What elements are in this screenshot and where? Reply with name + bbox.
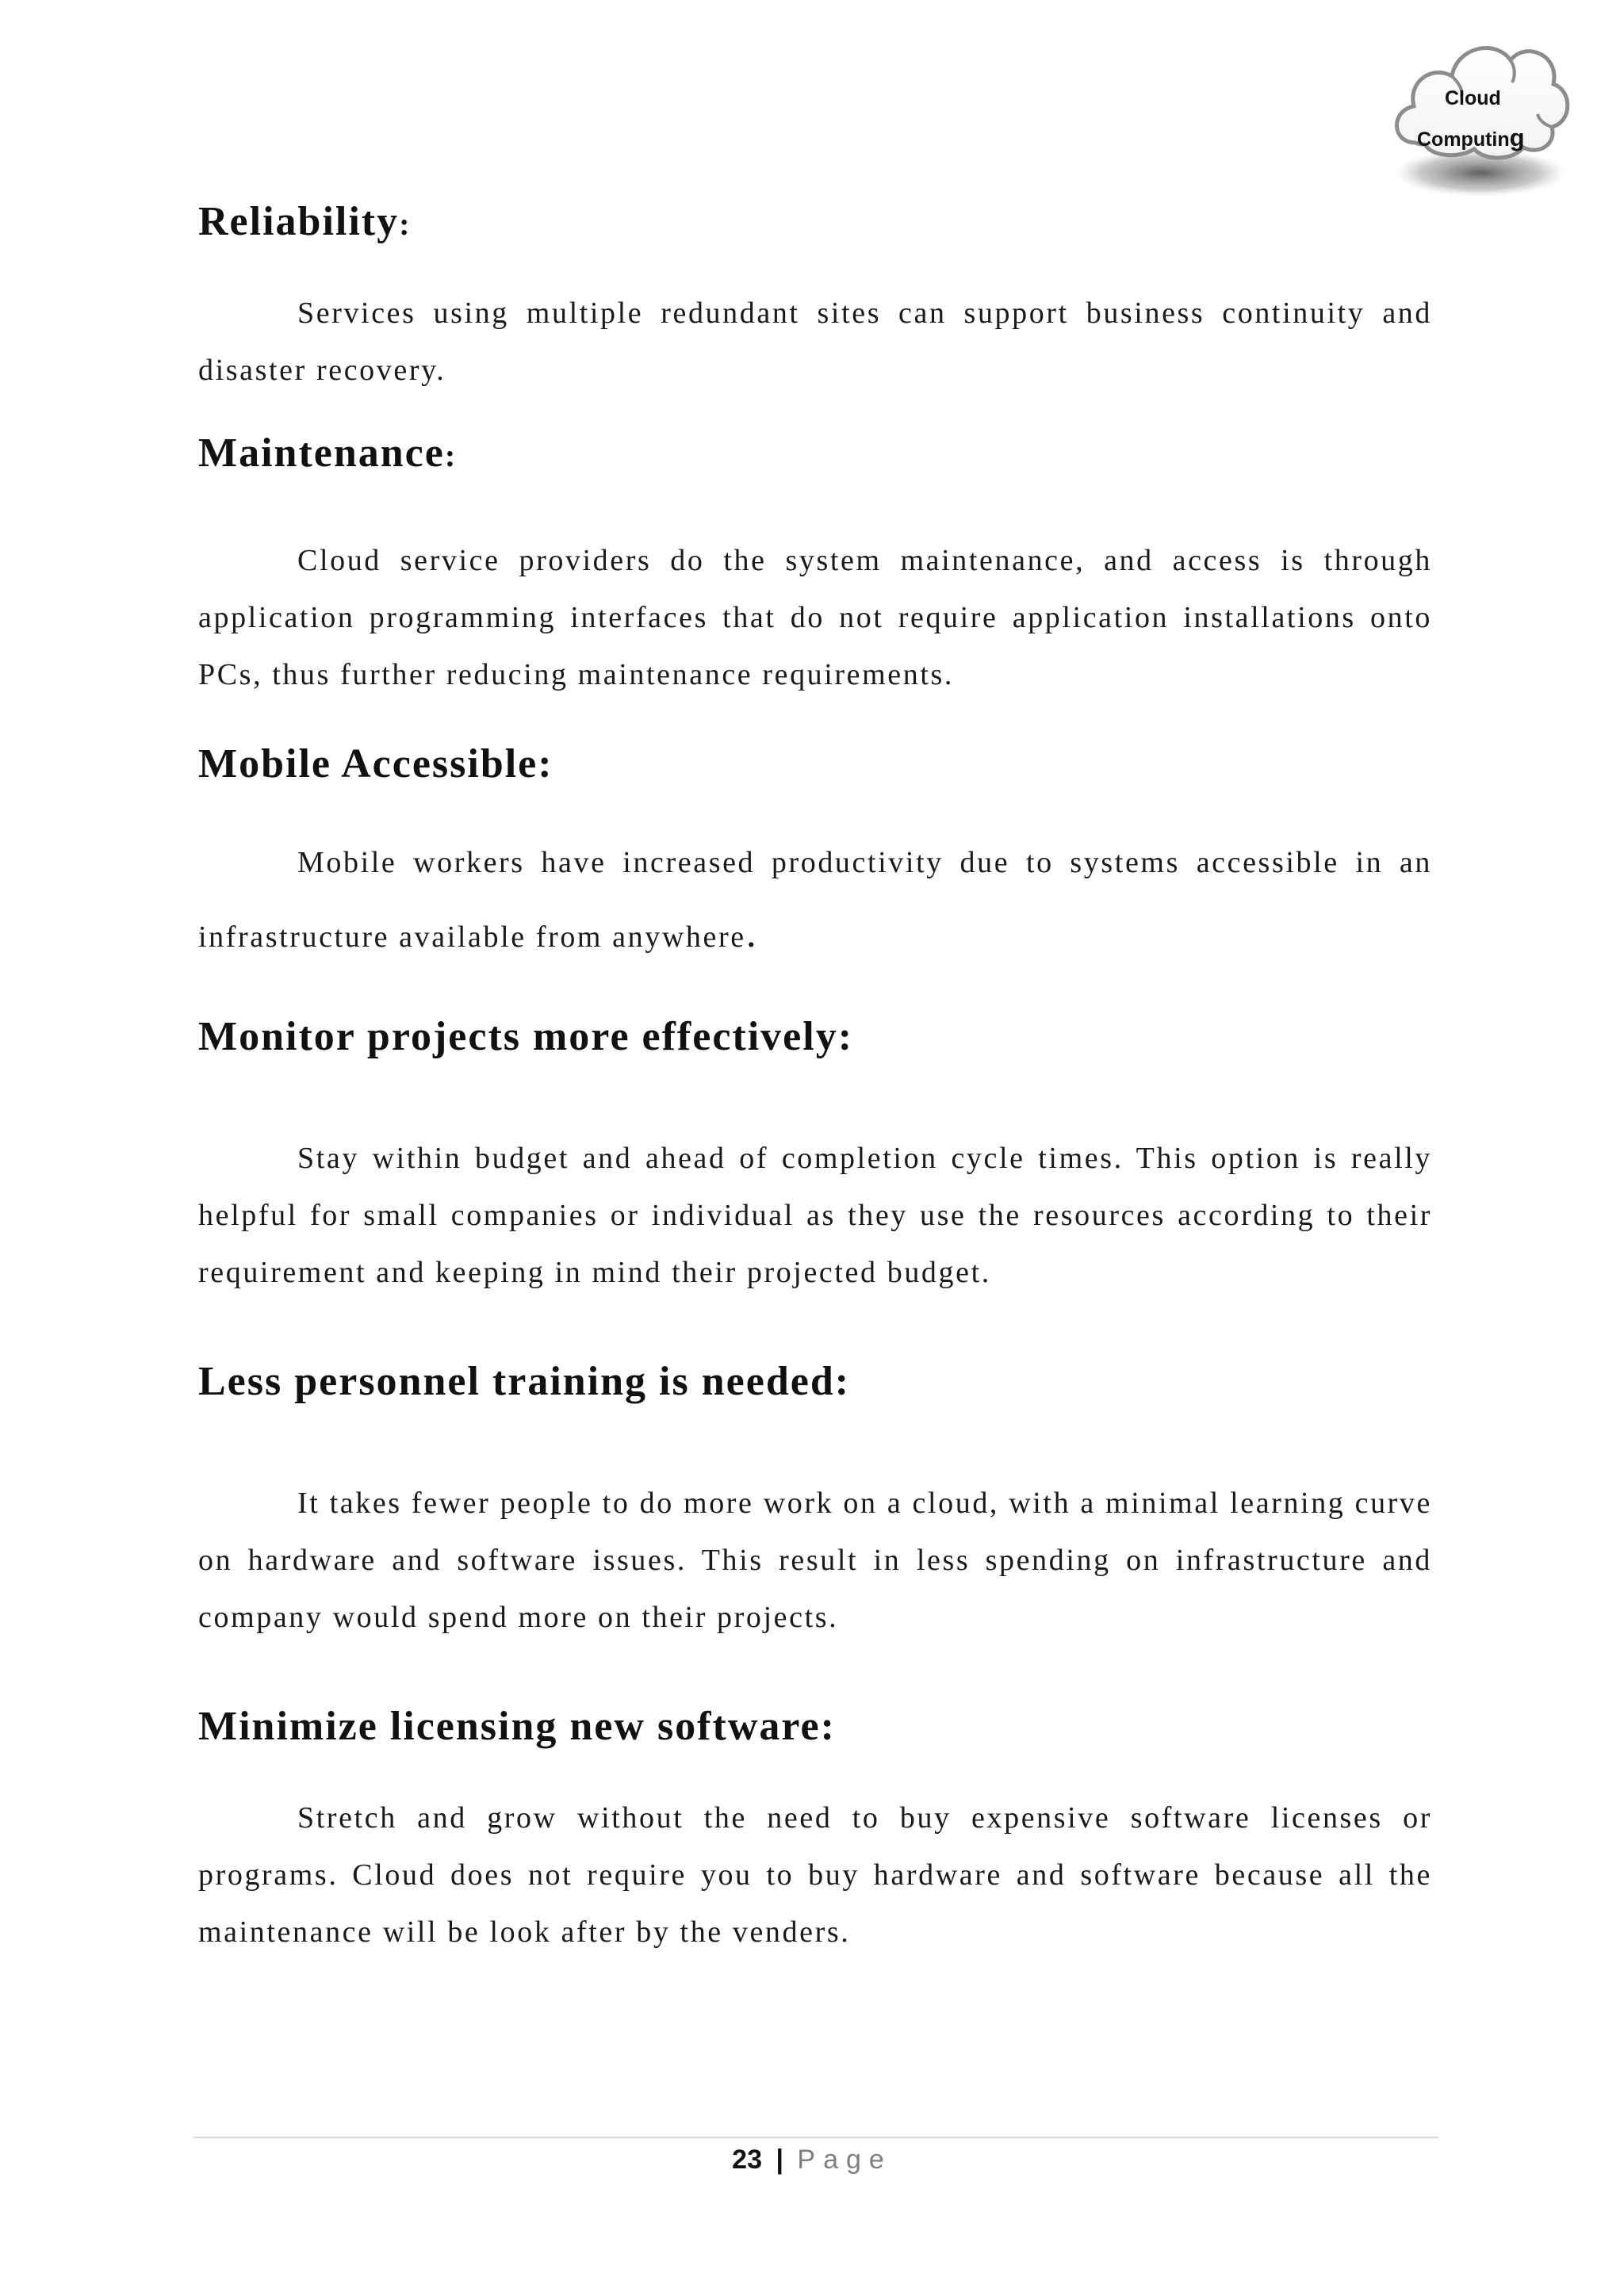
section-heading: [198, 430, 1432, 476]
page-footer: [0, 2145, 1624, 2175]
heading-colon: :: [444, 438, 458, 473]
section-heading: [198, 198, 1432, 245]
section-maintenance: [198, 430, 1432, 703]
heading-text: Maintenance: [198, 430, 445, 476]
section-heading: Less personnel training is needed:: [198, 1359, 851, 1404]
section-heading: Mobile Accessible:: [198, 741, 553, 786]
heading-colon: :: [399, 206, 412, 242]
section-body: Stay within budget and ahead of completion cycle times. This option is really helpful for small companies or individual as they use the resources according to their requirement and keeping in mind their projected budget.: [198, 1142, 1432, 1289]
page-number: 23: [732, 2145, 762, 2175]
section-heading: Minimize licensing new software:: [198, 1704, 836, 1749]
section-body: Stretch and grow without the need to buy expensive software licenses or programs. Cloud does not require you to buy hardware and software because all the maintenance will be look after by the venders.: [198, 1801, 1432, 1949]
body-text: Mobile workers have increased productivity due to systems accessible in an infrastructure available from anywhere: [198, 846, 1432, 954]
logo-text-g: g: [1509, 124, 1525, 151]
logo-text-computin: Computin: [1417, 128, 1510, 151]
section-reliability: [198, 198, 1432, 399]
section-body: [198, 827, 1432, 973]
section-less-training: [198, 1358, 1432, 1646]
section-body: Services using multiple redundant sites can support business continuity and disaster recovery.: [198, 297, 1432, 387]
section-mobile-accessible: [198, 740, 1432, 973]
section-heading: Monitor projects more effectively:: [198, 1014, 854, 1059]
section-body: It takes fewer people to do more work on a cloud, with a minimal learning curve on hardware and software issues. This result in less spending on infrastructure and company would spend more on their projects.: [198, 1487, 1432, 1634]
section-body: Cloud service providers do the system maintenance, and access is through application programming interfaces that do not require application installations onto PCs, thus further reducing maintenance requirements.: [198, 544, 1432, 691]
section-minimize-licensing: [198, 1703, 1432, 1961]
body-period: .: [745, 911, 759, 956]
cloud-computing-logo: [1384, 24, 1574, 206]
footer-divider: [193, 2137, 1438, 2138]
heading-text: Reliability: [198, 199, 400, 244]
logo-text-computing: [1417, 124, 1525, 152]
logo-text-cloud: Cloud: [1445, 87, 1501, 109]
footer-separator: |: [776, 2145, 783, 2175]
cloud-icon: [1384, 24, 1574, 206]
page-label: Page: [797, 2145, 892, 2175]
section-monitor-projects: [198, 1013, 1432, 1301]
